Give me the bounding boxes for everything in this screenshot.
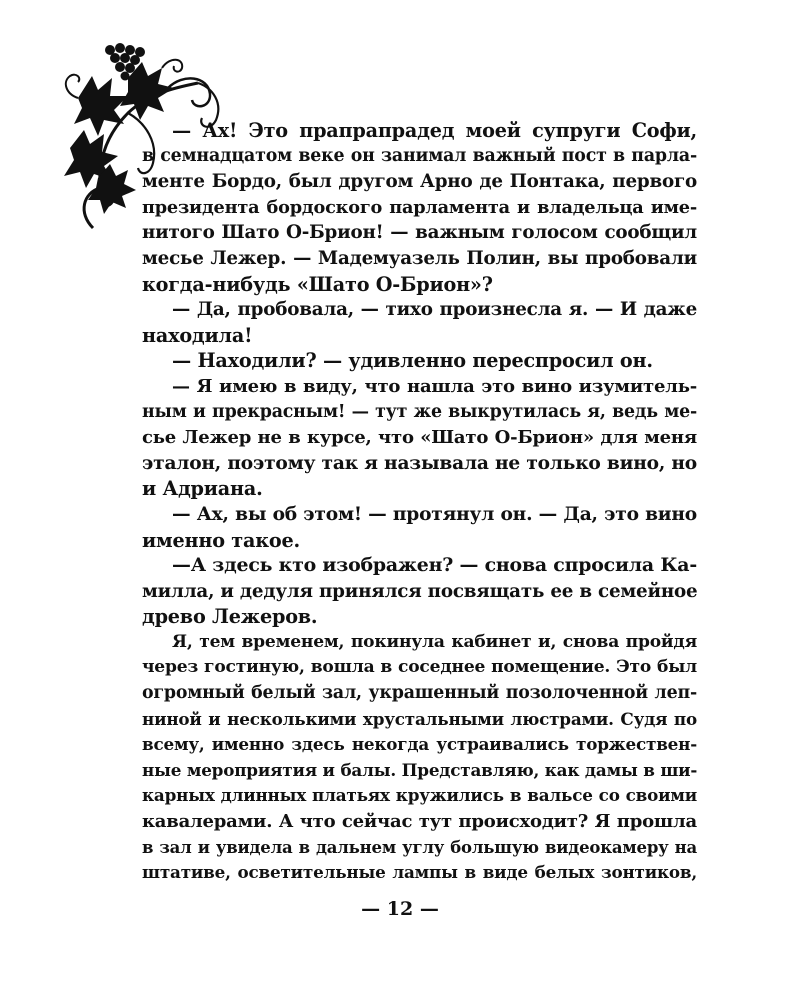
text-line: сье Лежер не в курсе, что «Шато О-Брион» для меня [142, 427, 697, 449]
text-line: нитого Шато О-Брион! — важным голосом сообщил [142, 222, 697, 244]
text-line: —А здесь кто изображен? — снова спросила Ка- [172, 554, 697, 577]
text-line: ные мероприятия и балы. Представляю, как дамы в ши- [142, 759, 698, 780]
text-line: кавалерами. А что сейчас тут происходит? Я прошла [142, 811, 697, 833]
text-line: — Ах, вы об этом! — протянул он. — Да, это вино [172, 503, 697, 525]
text-line: милла, и дедуля принялся посвящать ее в семейное [142, 580, 698, 602]
text-line: карных длинных платьях кружились в вальсе со своими [142, 785, 697, 806]
text-line: огромный белый зал, украшенный позолоченной леп- [142, 683, 697, 704]
text-line: штативе, осветительные лампы в виде белых зонтиков, [142, 862, 697, 883]
text-line: — Я имею в виду, что нашла это вино изумитель- [172, 375, 697, 397]
text-line: ным и прекрасным! — тут же выкрутилась я, ведь ме- [142, 401, 697, 422]
page-number: — 12 — [361, 898, 439, 920]
text-line: и Адриана. [142, 477, 263, 501]
text-line: ниной и несколькими хрустальными люстрами. Судя по [142, 708, 697, 729]
text-line: в зал и увидела в дальнем углу большую видеокамеру на [142, 837, 697, 857]
text-line: месье Лежер. — Мадемуазель Полин, вы пробовали [142, 247, 697, 269]
text-line: — Находили? — удивленно переспросил он. [172, 349, 653, 373]
page-text [142, 118, 697, 886]
text-line: через гостиную, вошла в соседнее помещение. Это был [142, 657, 697, 678]
text-line: менте Бордо, был другом Арно де Понтака, первого [142, 171, 697, 193]
text-line: именно такое. [142, 528, 300, 552]
text-line: — Да, пробовала, — тихо произнесла я. — И даже [172, 299, 697, 321]
text-line: — Ах! Это прапрапрадед моей супруги Софи, [172, 119, 697, 142]
text-line: древо Лежеров. [142, 605, 318, 629]
text-line: Я, тем временем, покинула кабинет и, снова пройдя [172, 631, 697, 652]
text-line: эталон, поэтому так я называла не только вино, но [142, 452, 697, 474]
text-line: всему, именно здесь некогда устраивались торжествен- [142, 734, 697, 755]
text-line: в семнадцатом веке он занимал важный пост в парла- [142, 145, 697, 166]
text-line: президента бордоского парламента и владельца име- [142, 196, 697, 218]
text-line: находила! [142, 323, 253, 347]
text-line: когда-нибудь «Шато О-Брион»? [142, 272, 493, 296]
